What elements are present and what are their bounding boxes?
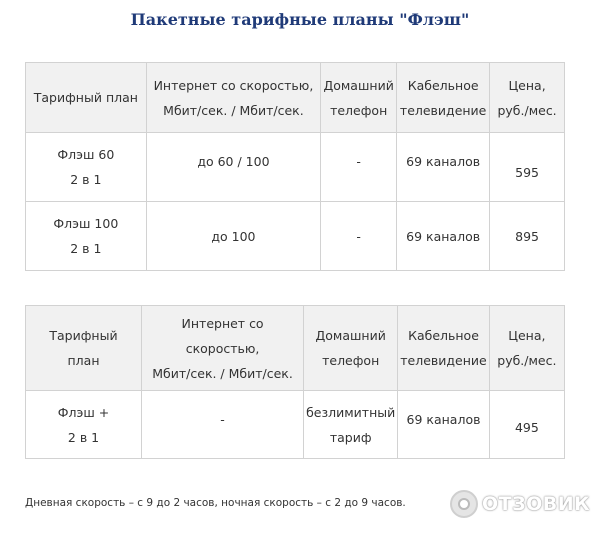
cell-speed: до 100 [146, 202, 320, 271]
cell-tv: 69 каналов [398, 391, 489, 459]
cell-plan: Флэш 60 2 в 1 [26, 133, 147, 202]
cell-speed: до 60 / 100 [146, 133, 320, 202]
watermark-text: ОТЗОВИК [482, 493, 591, 515]
cell-speed: - [142, 391, 304, 459]
cell-price: 895 [490, 202, 565, 271]
table-row [26, 202, 565, 271]
table-row [26, 391, 565, 459]
header-plan: Тарифный план [26, 306, 142, 391]
page-title: Пакетные тарифные планы "Флэш" [130, 10, 470, 29]
footer-note: Дневная скорость – с 9 до 2 часов, ночная скорость – с 2 до 9 часов. [25, 497, 406, 509]
header-tv: Кабельное телевидение [397, 63, 490, 133]
cell-price: 595 [490, 133, 565, 202]
table-header-row [26, 63, 565, 133]
cell-tv: 69 каналов [397, 133, 490, 202]
header-phone: Домашний телефон [304, 306, 398, 391]
header-price: Цена, руб./мес. [490, 63, 565, 133]
cell-phone: - [321, 202, 397, 271]
watermark [450, 490, 590, 518]
table-header-row [26, 306, 565, 391]
header-speed: Интернет со скоростью, Мбит/сек. / Мбит/сек. [142, 306, 304, 391]
table-row [26, 133, 565, 202]
tariff-table-phone [25, 305, 565, 459]
tariff-table-combo [25, 62, 565, 271]
cell-plan: Флэш 100 2 в 1 [26, 202, 147, 271]
header-speed: Интернет со скоростью, Мбит/сек. / Мбит/сек. [146, 63, 320, 133]
cell-price: 495 [489, 391, 564, 459]
header-tv: Кабельное телевидение [398, 306, 489, 391]
cell-phone: - [321, 133, 397, 202]
header-plan: Тарифный план [26, 63, 147, 133]
otzovik-logo-icon [450, 490, 478, 518]
cell-plan: Флэш + 2 в 1 [26, 391, 142, 459]
cell-phone: безлимитный тариф [304, 391, 398, 459]
header-price: Цена, руб./мес. [489, 306, 564, 391]
header-phone: Домашний телефон [321, 63, 397, 133]
cell-tv: 69 каналов [397, 202, 490, 271]
